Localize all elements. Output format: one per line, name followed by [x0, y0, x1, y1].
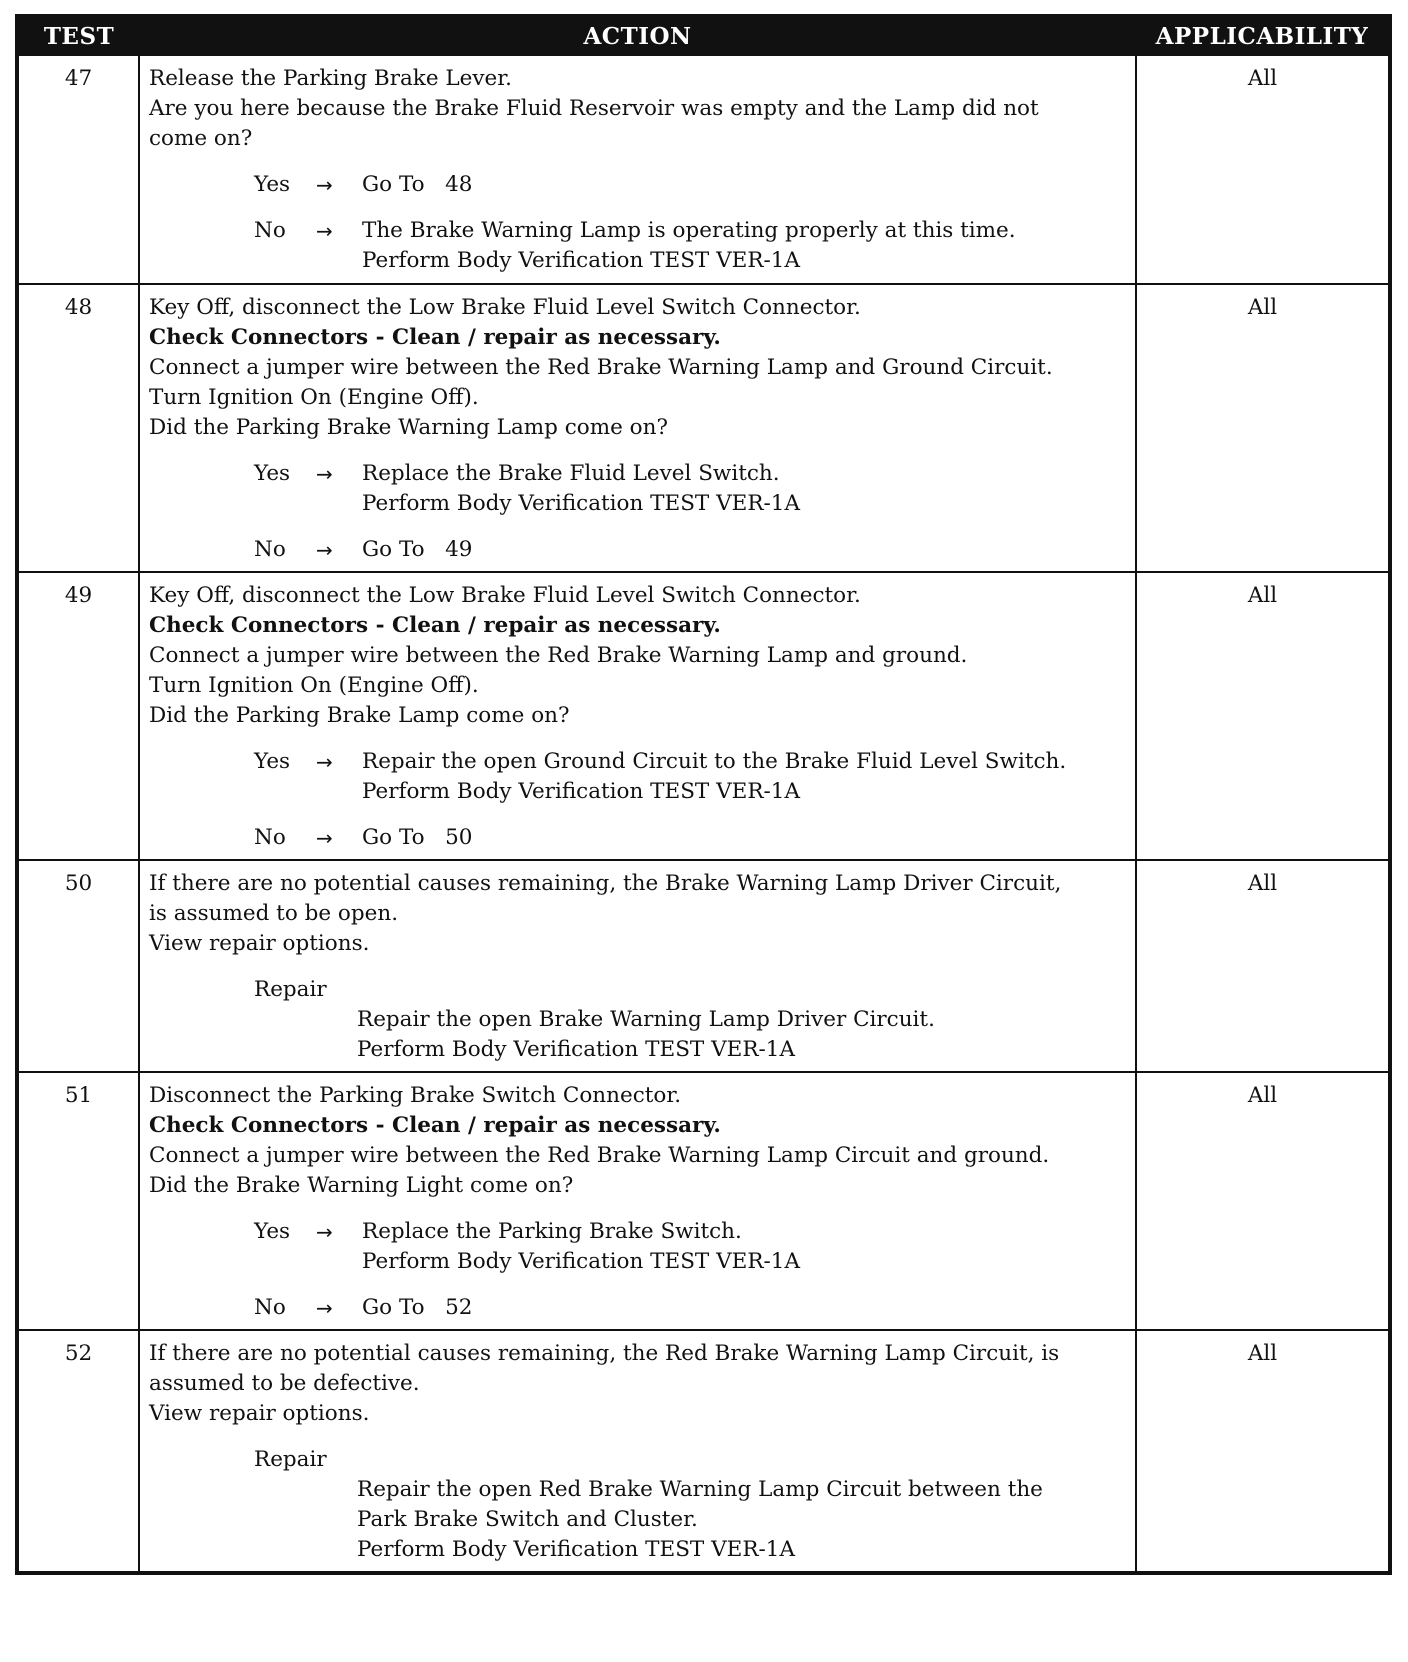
- action-line-bold: Check Connectors - Clean / repair as necessary.: [149, 325, 721, 350]
- table-header-row: [17, 16, 1390, 55]
- action-line: Did the Parking Brake Lamp come on?: [149, 703, 570, 728]
- repair-label: Repair: [254, 977, 327, 1002]
- repair-line: Repair the open Brake Warning Lamp Driver Circuit.: [357, 1007, 935, 1032]
- yes-response: [149, 170, 1131, 200]
- table-row: [17, 1330, 1390, 1573]
- test-number: 47: [17, 55, 139, 284]
- action-line: assumed to be defective.: [149, 1371, 420, 1396]
- yes-response: [149, 747, 1131, 807]
- response-line: Repair the open Ground Circuit to the Brake Fluid Level Switch.: [362, 749, 1067, 774]
- no-label: No: [254, 218, 286, 243]
- yes-label: Yes: [254, 749, 291, 774]
- no-label: No: [254, 1295, 286, 1320]
- action-line: Turn Ignition On (Engine Off).: [149, 385, 479, 410]
- arrow-right-icon: →: [316, 1220, 333, 1244]
- repair-line: Perform Body Verification TEST VER-1A: [357, 1037, 795, 1062]
- arrow-right-icon: →: [316, 462, 333, 486]
- repair-label: Repair: [254, 1447, 327, 1472]
- action-line: Key Off, disconnect the Low Brake Fluid Level Switch Connector.: [149, 295, 861, 320]
- test-number: 52: [17, 1330, 139, 1573]
- action-line-bold: Check Connectors - Clean / repair as necessary.: [149, 613, 721, 638]
- action-line: View repair options.: [149, 931, 370, 956]
- action-line: Are you here because the Brake Fluid Reservoir was empty and the Lamp did not: [149, 96, 1039, 121]
- action-line: Connect a jumper wire between the Red Brake Warning Lamp and ground.: [149, 643, 968, 668]
- applicability-value: All: [1136, 860, 1390, 1072]
- action-cell: [139, 1072, 1136, 1330]
- repair-line: Perform Body Verification TEST VER-1A: [357, 1537, 795, 1562]
- action-cell: [139, 1330, 1136, 1573]
- response-line: Go To 48: [362, 172, 473, 197]
- applicability-value: All: [1136, 284, 1390, 572]
- test-number: 51: [17, 1072, 139, 1330]
- applicability-value: All: [1136, 1330, 1390, 1573]
- arrow-right-icon: →: [316, 750, 333, 774]
- no-label: No: [254, 537, 286, 562]
- arrow-right-icon: →: [316, 219, 333, 243]
- action-line: Key Off, disconnect the Low Brake Fluid Level Switch Connector.: [149, 583, 861, 608]
- yes-response: [149, 1217, 1131, 1277]
- applicability-value: All: [1136, 1072, 1390, 1330]
- header-test: TEST: [17, 16, 139, 55]
- table-row: [17, 284, 1390, 572]
- table-row: [17, 1072, 1390, 1330]
- repair-line: Repair the open Red Brake Warning Lamp Circuit between the: [357, 1477, 1043, 1502]
- action-cell: [139, 860, 1136, 1072]
- no-label: No: [254, 825, 286, 850]
- response-line: Perform Body Verification TEST VER-1A: [362, 779, 800, 804]
- response-line: Go To 50: [362, 825, 473, 850]
- arrow-right-icon: →: [316, 1296, 333, 1320]
- action-cell: [139, 572, 1136, 860]
- action-line: View repair options.: [149, 1401, 370, 1426]
- table-row: [17, 860, 1390, 1072]
- action-line: If there are no potential causes remaining, the Brake Warning Lamp Driver Circuit,: [149, 871, 1062, 896]
- response-line: Replace the Brake Fluid Level Switch.: [362, 461, 780, 486]
- action-line: Release the Parking Brake Lever.: [149, 66, 513, 91]
- table-row: [17, 572, 1390, 860]
- header-applicability: APPLICABILITY: [1136, 16, 1390, 55]
- action-line: is assumed to be open.: [149, 901, 399, 926]
- yes-label: Yes: [254, 172, 291, 197]
- yes-label: Yes: [254, 1219, 291, 1244]
- action-cell: [139, 55, 1136, 284]
- response-line: Replace the Parking Brake Switch.: [362, 1219, 742, 1244]
- action-line: Did the Brake Warning Light come on?: [149, 1173, 574, 1198]
- applicability-value: All: [1136, 572, 1390, 860]
- action-line: Connect a jumper wire between the Red Brake Warning Lamp Circuit and ground.: [149, 1143, 1050, 1168]
- yes-label: Yes: [254, 461, 291, 486]
- no-response: [149, 535, 1131, 565]
- applicability-value: All: [1136, 55, 1390, 284]
- action-cell: [139, 284, 1136, 572]
- action-line: If there are no potential causes remaining, the Red Brake Warning Lamp Circuit, is: [149, 1341, 1060, 1366]
- yes-response: [149, 459, 1131, 519]
- response-line: Perform Body Verification TEST VER-1A: [362, 248, 800, 273]
- arrow-right-icon: →: [316, 538, 333, 562]
- header-action: ACTION: [139, 16, 1136, 55]
- arrow-right-icon: →: [316, 173, 333, 197]
- test-number: 48: [17, 284, 139, 572]
- diagnostic-table: [15, 14, 1392, 1575]
- no-response: [149, 1293, 1131, 1323]
- action-line: Disconnect the Parking Brake Switch Connector.: [149, 1083, 682, 1108]
- action-line: Turn Ignition On (Engine Off).: [149, 673, 479, 698]
- action-line: Did the Parking Brake Warning Lamp come on?: [149, 415, 669, 440]
- action-line: Connect a jumper wire between the Red Brake Warning Lamp and Ground Circuit.: [149, 355, 1053, 380]
- no-response: [149, 823, 1131, 853]
- response-line: Go To 52: [362, 1295, 473, 1320]
- action-line-bold: Check Connectors - Clean / repair as necessary.: [149, 1113, 721, 1138]
- response-line: Perform Body Verification TEST VER-1A: [362, 491, 800, 516]
- no-response: [149, 216, 1131, 276]
- response-line: The Brake Warning Lamp is operating properly at this time.: [362, 218, 1016, 243]
- response-line: Go To 49: [362, 537, 473, 562]
- table-row: [17, 55, 1390, 284]
- action-line: come on?: [149, 126, 253, 151]
- repair-line: Park Brake Switch and Cluster.: [357, 1507, 698, 1532]
- test-number: 50: [17, 860, 139, 1072]
- response-line: Perform Body Verification TEST VER-1A: [362, 1249, 800, 1274]
- test-number: 49: [17, 572, 139, 860]
- arrow-right-icon: →: [316, 826, 333, 850]
